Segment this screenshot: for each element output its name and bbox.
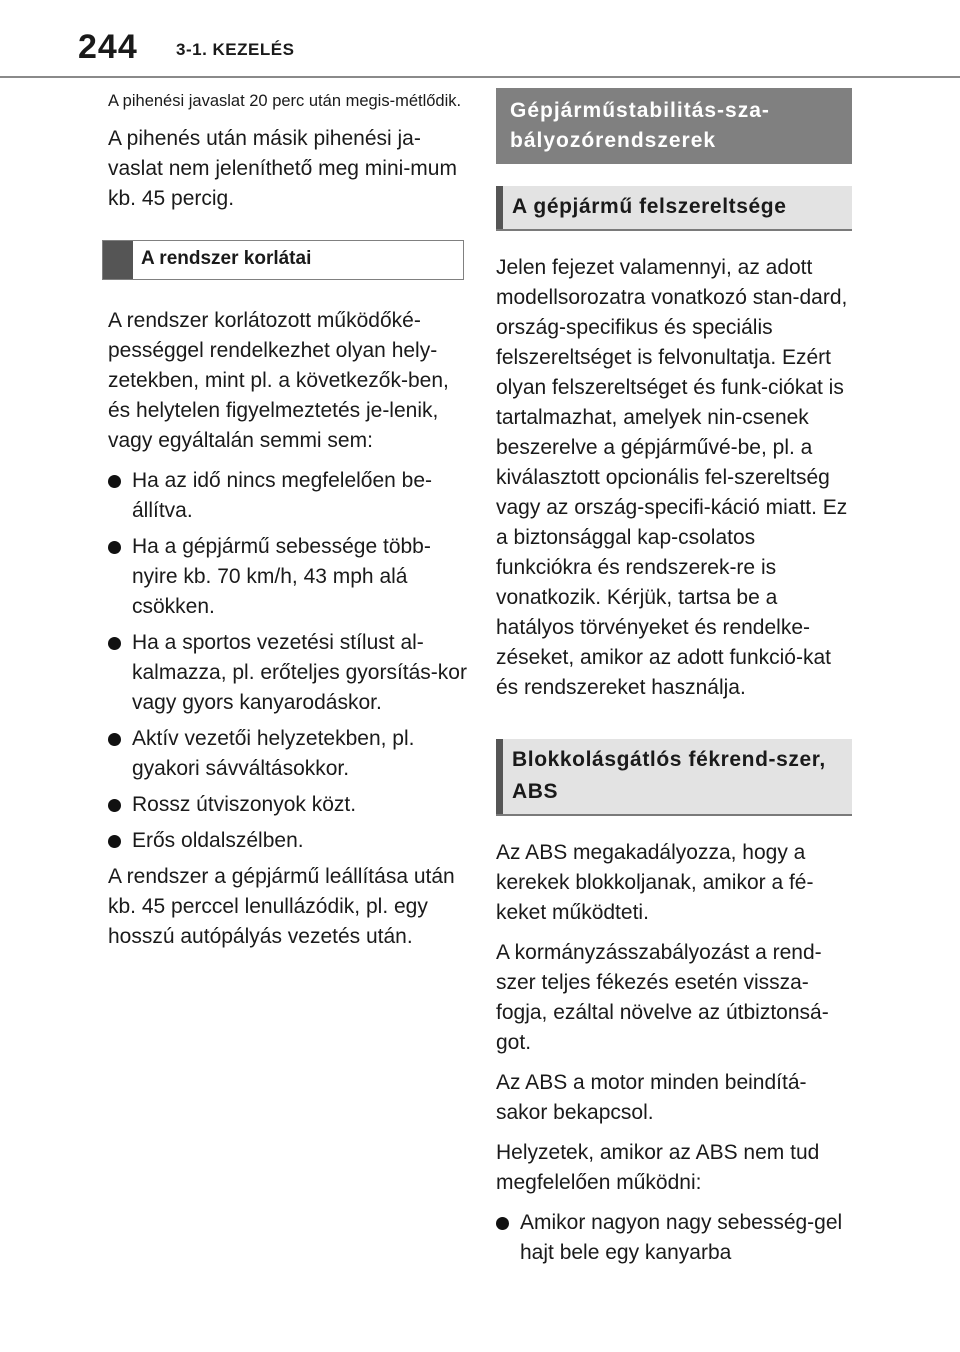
list-item — [108, 826, 470, 856]
heading-label: A gépjármű felszereltsége — [512, 195, 787, 218]
bullet-icon — [108, 475, 121, 488]
abs-paragraph: Az ABS a motor minden beindítá-sakor bekapcsol. — [496, 1071, 807, 1124]
intro-note: A pihenési javaslat 20 perc után megis-métlődik. — [108, 92, 462, 110]
limits-list — [108, 466, 470, 856]
page-number: 244 — [78, 28, 138, 66]
bullet-icon — [108, 541, 121, 554]
bullet-icon — [108, 799, 121, 812]
abs-paragraph: Az ABS megakadályozza, hogy a kerekek blokkoljanak, amikor a fé-keket működteti. — [496, 841, 814, 924]
left-column — [108, 88, 470, 962]
heading-bar — [496, 186, 503, 229]
list-item-text: Ha a sportos vezetési stílust al-kalmazza, pl. erőteljes gyorsítás-kor vagy gyors kanyarodáskor. — [132, 631, 467, 714]
section-heading-equipment — [496, 186, 852, 231]
list-item-text: Amikor nagyon nagy sebesség-gel hajt bele egy kanyarba — [520, 1211, 843, 1264]
subheading-limits — [102, 240, 464, 280]
bullet-icon — [108, 637, 121, 650]
list-item-text: Aktív vezetői helyzetekben, pl. gyakori sávváltásokkor. — [132, 727, 415, 780]
list-item — [496, 1208, 856, 1268]
bullet-icon — [108, 835, 121, 848]
list-item-text: Rossz útviszonyok közt. — [132, 793, 357, 816]
chapter-heading: Gépjárműstabilitás-sza-bályozórendszerek — [496, 88, 852, 164]
limits-paragraph: A rendszer korlátozott működőké-pességgel rendelkezhet olyan hely-zetekben, mint pl. a következők-ben, és helytelen figyelmeztetés je-lenik, vagy egyáltalán semmi sem: — [108, 309, 449, 452]
reset-paragraph: A rendszer a gépjármű leállítása után kb. 45 perccel lenullázódik, pl. egy hosszú autópályás vezetés után. — [108, 865, 455, 948]
abs-paragraph: Helyzetek, amikor az ABS nem tud megfelelően működni: — [496, 1141, 820, 1194]
bullet-icon — [496, 1217, 509, 1230]
heading-label: Blokkolásgátlós fékrend-szer, ABS — [512, 748, 826, 803]
list-item — [108, 628, 470, 718]
list-item — [108, 466, 470, 526]
list-item — [108, 724, 470, 784]
bullet-icon — [108, 733, 121, 746]
list-item-text: Erős oldalszélben. — [132, 829, 304, 852]
heading-bar — [496, 739, 503, 814]
list-item-text: Ha az idő nincs megfelelően be-állítva. — [132, 469, 433, 522]
abs-list — [496, 1208, 856, 1268]
subheading-bar — [103, 241, 133, 279]
list-item — [108, 532, 470, 622]
intro-paragraph: A pihenés után másik pihenési ja-vaslat nem jeleníthető meg mini-mum kb. 45 percig. — [108, 127, 457, 210]
list-item-text: Ha a gépjármű sebessége több-nyire kb. 70 km/h, 43 mph alá csökken. — [132, 535, 431, 618]
abs-paragraph: A kormányzásszabályozást a rend-szer teljes fékezés esetén vissza-fogja, ezáltal növelve az útbiztonsá-got. — [496, 941, 829, 1054]
header-divider — [0, 76, 960, 78]
section-heading-abs — [496, 739, 852, 816]
page-header — [0, 0, 960, 80]
list-item — [108, 790, 470, 820]
right-column — [496, 88, 856, 1274]
section-title: 3-1. KEZELÉS — [176, 40, 295, 59]
subheading-label: A rendszer korlátai — [141, 248, 312, 269]
equipment-paragraph: Jelen fejezet valamennyi, az adott modellsorozatra vonatkozó stan-dard, ország-specifikus és speciális felszereltséget is felvonultatja. Ezért olyan felszereltséget és funk-ciókat is tartalmazhat, amelyek nin-csenek beszerelve a gépjárművé-be, pl. a kiválasztott opcionális fel-szereltség vagy az ország-specifi-káció miatt. Ez a biztonsággal kap-csolatos funkciókra és rendszerek-re is vonatkozik. Kérjük, tartsa be a hatályos törvényeket és rendelke-zéseket, amikor az adott funkció-kat és rendszereket használja. — [496, 256, 848, 699]
